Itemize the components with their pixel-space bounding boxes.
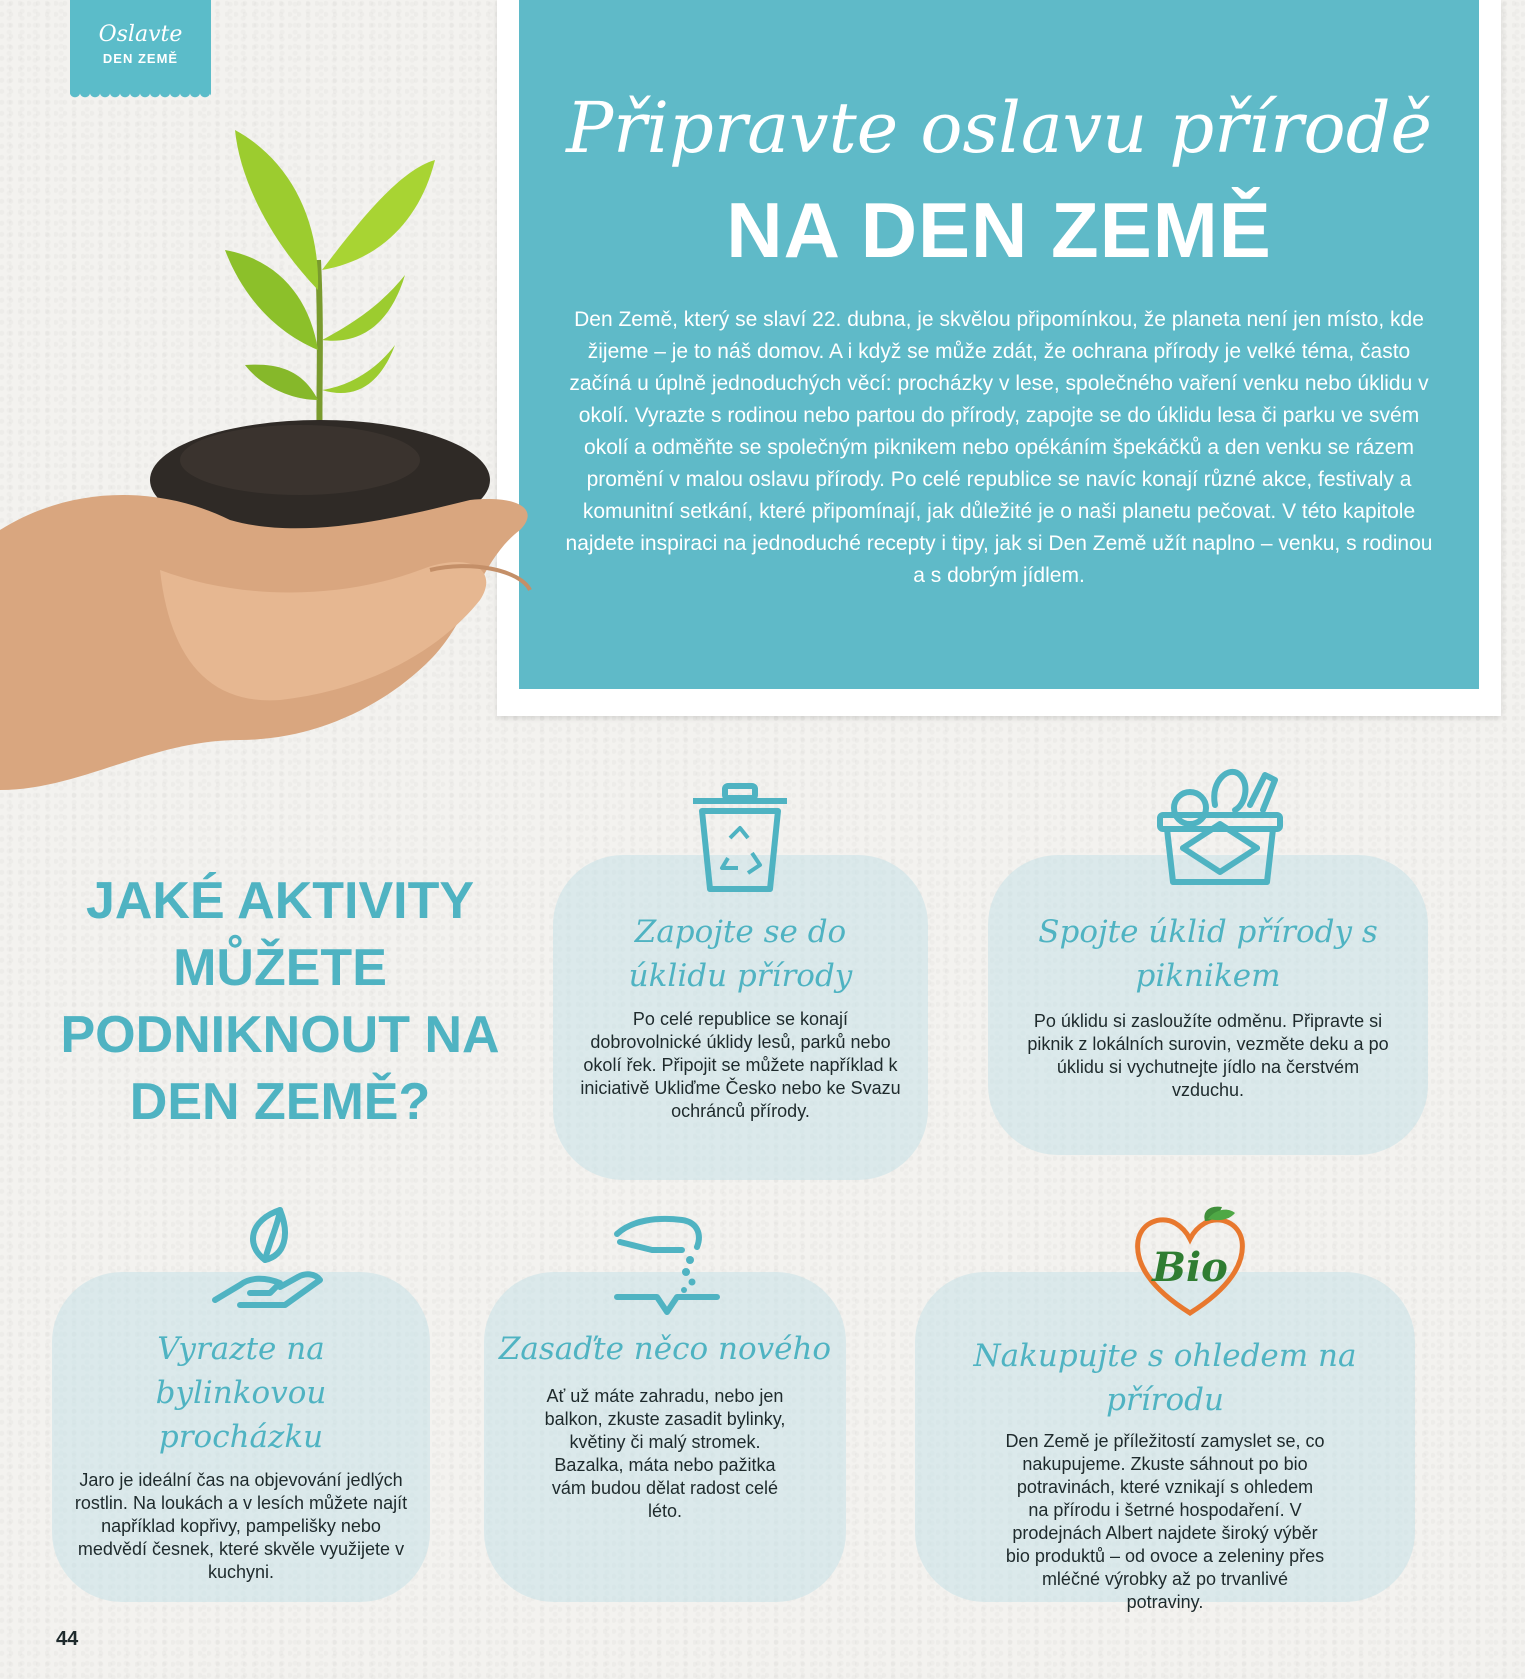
hero-intro: Den Země, který se slaví 22. dubna, je skvělou připomínkou, že planeta není jen místo, kde žijeme – je to náš domov. A i když se může zdát, že ochrana přírody je velké téma, často začíná u úplně jednoduchých věcí: procházky v lese, společného vaření venku nebo úklidu v okolí. Vyrazte s rodinou nebo partou do přírody, zapojte se do úklidu lesa či parku ve svém okolí a odměňte se společným piknikem nebo opékáním špekáčků a den venku se rázem promění v malou oslavu přírody. Po celé republice se navíc konají různé akce, festivaly a komunitní setkání, které připomínají, jak důležité je o naši planetu pečovat. V této kapitole najdete inspiraci na jednoduché recepty i tipy, jak si Den Země užít naplno – venku, s rodinou a s dobrým jídlem. (565, 308, 1433, 587)
activity-card-bio (915, 1272, 1415, 1612)
recycle-bin-icon (690, 783, 790, 893)
picnic-basket-icon (1155, 760, 1285, 890)
bio-logo-text: Bio (1152, 1244, 1228, 1291)
activity-card-text: Ať už máte zahradu, nebo jen balkon, zkuste zasadit bylinky, květiny či malý stromek. Bazalka, máta nebo pažitka vám budou dělat radost celé léto. (544, 1386, 786, 1521)
activity-card-text: Po úklidu si zasloužíte odměnu. Připravte si piknik z lokálních surovin, vezměte deku a po úklidu si vychutnejte jídlo na čerstvém vzduchu. (1027, 1011, 1389, 1100)
page-number: 44 (56, 1628, 79, 1650)
sowing-seeds-icon (612, 1212, 722, 1322)
activity-card-text: Den Země je příležitostí zamyslet se, co nakupujeme. Zkuste sáhnout po bio potravinách, které vznikají s ohledem na přírodu i šetrné hospodaření. V prodejnách Albert najdete široký výběr bio produktů – od ovoce a zeleniny přes mléčné výrobky až po trvanlivé potraviny. (1005, 1431, 1325, 1612)
hero-script-title: Připravte oslavu přírodě (566, 87, 1432, 169)
bio-logo-icon (1130, 1203, 1250, 1318)
hero-title: NA DEN ZEMĚ (726, 186, 1272, 274)
activity-card-text: Po celé republice se konají dobrovolnické úklidy lesů, parků nebo okolí řek. Připojit se můžete například k iniciativě Ukliďme Česko nebo ke Svazu ochránců přírody. (580, 1009, 901, 1121)
hand-leaf-icon (210, 1205, 325, 1315)
plant-in-hands-image (0, 100, 560, 790)
activity-card-title: Spojte úklid přírody s piknikem (1038, 914, 1378, 994)
section-tag-script: Oslavte (98, 22, 183, 47)
activity-card-text: Jaro je ideální čas na objevování jedlých rostlin. Na loukách a v lesích můžete najít například kopřivy, pampelišky nebo medvědí česnek, které skvěle využijete v kuchyni. (74, 1470, 408, 1582)
activity-card-title: Vyrazte na bylinkovou procházku (155, 1331, 327, 1455)
activity-card-cleanup (553, 855, 928, 1180)
activity-card-herbs (52, 1272, 430, 1602)
activity-card-title: Zasaďte něco nového (498, 1331, 832, 1367)
activity-card-picnic (988, 855, 1428, 1155)
activity-card-title: Nakupujte s ohledem na přírodu (973, 1338, 1357, 1418)
activity-card-title: Zapojte se do úklidu přírody (628, 914, 853, 994)
hero-box (519, 0, 1479, 689)
activities-title: JAKÉ AKTIVITY MŮŽETE PODNIKNOUT NA DEN ZEMĚ? (60, 872, 500, 1131)
section-tag-label: DEN ZEMĚ (102, 51, 179, 66)
section-tag (70, 0, 211, 92)
